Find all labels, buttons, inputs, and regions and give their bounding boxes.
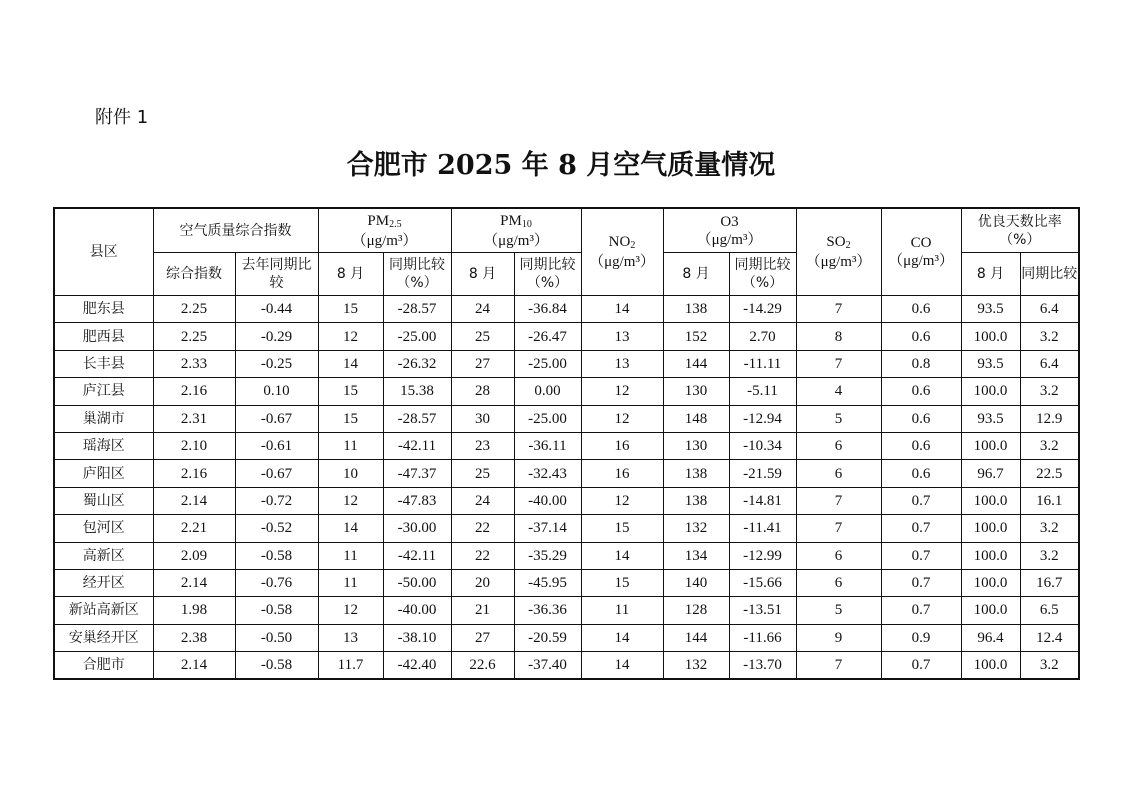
cell-good-yoy: 6.4 (1020, 296, 1079, 323)
cell-pm10: 27 (451, 350, 514, 377)
table-row (54, 624, 1079, 651)
cell-good-yoy: 12.9 (1020, 405, 1079, 432)
so2-sub: 2 (845, 240, 851, 251)
cell-good-yoy: 12.4 (1020, 624, 1079, 651)
cell-pm25-yoy: -25.00 (383, 323, 451, 350)
cell-no2: 14 (581, 296, 663, 323)
cell-aqi: 2.14 (153, 487, 235, 514)
table-row (54, 460, 1079, 487)
cell-co: 0.7 (881, 597, 961, 624)
cell-no2: 16 (581, 432, 663, 459)
co-label: CO (910, 235, 932, 251)
cell-pm25: 13 (318, 624, 383, 651)
cell-good: 100.0 (961, 652, 1020, 680)
cell-o3-yoy: -11.41 (729, 515, 796, 542)
cell-pm10-yoy: 0.00 (514, 378, 581, 405)
table-row (54, 652, 1079, 680)
cell-o3: 152 (663, 323, 729, 350)
table-row (54, 542, 1079, 569)
header-aqi-value: 综合指数 (153, 253, 235, 296)
cell-co: 0.6 (881, 432, 961, 459)
cell-pm25: 15 (318, 378, 383, 405)
cell-aqi-yoy: -0.58 (235, 652, 318, 680)
cell-so2: 7 (796, 296, 881, 323)
cell-pm10-yoy: -25.00 (514, 350, 581, 377)
cell-name: 新站高新区 (54, 597, 153, 624)
cell-pm10-yoy: -45.95 (514, 569, 581, 596)
cell-co: 0.7 (881, 542, 961, 569)
page-title: 合肥市 2025 年 8 月空气质量情况 (346, 150, 776, 181)
cell-no2: 14 (581, 624, 663, 651)
cell-so2: 6 (796, 460, 881, 487)
cell-co: 0.6 (881, 323, 961, 350)
cell-co: 0.6 (881, 378, 961, 405)
table-row (54, 350, 1079, 377)
cell-pm25: 11 (318, 432, 383, 459)
cell-pm25-yoy: -26.32 (383, 350, 451, 377)
cell-o3: 138 (663, 460, 729, 487)
header-o3-month: 8 月 (663, 253, 729, 296)
cell-aqi: 2.25 (153, 323, 235, 350)
cell-aqi: 2.31 (153, 405, 235, 432)
cell-name: 肥西县 (54, 323, 153, 350)
cell-aqi: 2.14 (153, 652, 235, 680)
cell-pm10-yoy: -20.59 (514, 624, 581, 651)
pm10-label: PM (500, 212, 522, 229)
pm25-label: PM (367, 212, 390, 229)
cell-aqi: 2.25 (153, 296, 235, 323)
cell-good: 100.0 (961, 569, 1020, 596)
cell-good: 100.0 (961, 378, 1020, 405)
cell-aqi-yoy: -0.67 (235, 460, 318, 487)
cell-name: 安巢经开区 (54, 624, 153, 651)
cell-no2: 16 (581, 460, 663, 487)
cell-co: 0.6 (881, 405, 961, 432)
cell-so2: 8 (796, 323, 881, 350)
cell-name: 肥东县 (54, 296, 153, 323)
cell-pm25: 14 (318, 515, 383, 542)
cell-co: 0.7 (881, 569, 961, 596)
header-aqi-yoy: 去年同期比较 (235, 253, 318, 296)
cell-good: 100.0 (961, 432, 1020, 459)
cell-good: 93.5 (961, 405, 1020, 432)
cell-pm25: 11 (318, 569, 383, 596)
cell-pm10: 24 (451, 487, 514, 514)
header-o3-yoy: 同期比较（%） (729, 253, 796, 296)
cell-o3-yoy: -14.81 (729, 487, 796, 514)
cell-o3: 130 (663, 432, 729, 459)
cell-aqi-yoy: -0.61 (235, 432, 318, 459)
cell-pm10: 30 (451, 405, 514, 432)
cell-aqi: 2.38 (153, 624, 235, 651)
cell-o3-yoy: -13.70 (729, 652, 796, 680)
cell-so2: 7 (796, 652, 881, 680)
cell-pm25: 12 (318, 323, 383, 350)
cell-pm10: 22 (451, 515, 514, 542)
cell-co: 0.6 (881, 296, 961, 323)
cell-good-yoy: 3.2 (1020, 515, 1079, 542)
cell-o3-yoy: -5.11 (729, 378, 796, 405)
header-pm25 (318, 208, 451, 253)
cell-pm10-yoy: -36.84 (514, 296, 581, 323)
cell-o3: 140 (663, 569, 729, 596)
cell-pm10: 23 (451, 432, 514, 459)
cell-good-yoy: 3.2 (1020, 323, 1079, 350)
cell-good-yoy: 16.7 (1020, 569, 1079, 596)
cell-o3-yoy: -12.99 (729, 542, 796, 569)
cell-o3-yoy: -21.59 (729, 460, 796, 487)
table-row (54, 569, 1079, 596)
so2-label: SO (826, 234, 846, 250)
cell-aqi: 2.16 (153, 460, 235, 487)
so2-unit: （μg/m³） (805, 254, 872, 270)
table-row (54, 487, 1079, 514)
table-row (54, 323, 1079, 350)
pm10-sub: 10 (521, 218, 532, 230)
cell-so2: 5 (796, 405, 881, 432)
cell-good: 93.5 (961, 296, 1020, 323)
cell-good: 100.0 (961, 515, 1020, 542)
cell-pm10: 22.6 (451, 652, 514, 680)
cell-so2: 6 (796, 432, 881, 459)
table-row (54, 432, 1079, 459)
cell-aqi-yoy: -0.58 (235, 597, 318, 624)
attachment-label: 附件 1 (95, 107, 149, 128)
cell-name: 巢湖市 (54, 405, 153, 432)
cell-pm10-yoy: -36.36 (514, 597, 581, 624)
cell-aqi-yoy: -0.67 (235, 405, 318, 432)
cell-pm10-yoy: -37.14 (514, 515, 581, 542)
cell-no2: 15 (581, 569, 663, 596)
no2-sub: 2 (630, 240, 636, 251)
cell-no2: 11 (581, 597, 663, 624)
header-no2 (581, 208, 663, 296)
header-pm10-yoy: 同期比较（%） (514, 253, 581, 296)
cell-aqi-yoy: -0.25 (235, 350, 318, 377)
cell-o3: 128 (663, 597, 729, 624)
cell-good-yoy: 16.1 (1020, 487, 1079, 514)
cell-pm10: 22 (451, 542, 514, 569)
table-row (54, 515, 1079, 542)
cell-name: 蜀山区 (54, 487, 153, 514)
cell-good-yoy: 22.5 (1020, 460, 1079, 487)
header-aqi-group: 空气质量综合指数 (153, 208, 318, 253)
cell-so2: 7 (796, 487, 881, 514)
no2-unit: （μg/m³） (589, 254, 655, 270)
cell-o3: 132 (663, 652, 729, 680)
cell-no2: 12 (581, 405, 663, 432)
pm25-unit: （μg/m³） (351, 232, 418, 249)
header-district: 县区 (54, 208, 153, 296)
cell-pm25-yoy: -47.37 (383, 460, 451, 487)
cell-good-yoy: 3.2 (1020, 542, 1079, 569)
cell-good-yoy: 3.2 (1020, 378, 1079, 405)
cell-good-yoy: 6.4 (1020, 350, 1079, 377)
header-pm25-month: 8 月 (318, 253, 383, 296)
cell-pm10-yoy: -36.11 (514, 432, 581, 459)
cell-pm25: 14 (318, 350, 383, 377)
cell-pm25-yoy: -42.40 (383, 652, 451, 680)
cell-co: 0.7 (881, 652, 961, 680)
cell-aqi: 1.98 (153, 597, 235, 624)
cell-good: 96.4 (961, 624, 1020, 651)
cell-pm10: 21 (451, 597, 514, 624)
cell-o3-yoy: -15.66 (729, 569, 796, 596)
cell-pm25-yoy: -38.10 (383, 624, 451, 651)
cell-aqi-yoy: -0.44 (235, 296, 318, 323)
cell-pm25-yoy: -30.00 (383, 515, 451, 542)
cell-co: 0.8 (881, 350, 961, 377)
cell-aqi: 2.10 (153, 432, 235, 459)
header-good-days: 优良天数比率（%） (961, 208, 1079, 253)
cell-pm10-yoy: -26.47 (514, 323, 581, 350)
cell-pm10: 27 (451, 624, 514, 651)
cell-name: 庐江县 (54, 378, 153, 405)
cell-aqi-yoy: -0.76 (235, 569, 318, 596)
header-good-yoy: 同期比较 (1020, 253, 1079, 296)
cell-no2: 12 (581, 487, 663, 514)
o3-label: O3 (720, 213, 739, 230)
header-so2 (796, 208, 881, 296)
o3-unit: （μg/m³） (696, 231, 763, 248)
cell-no2: 14 (581, 652, 663, 680)
cell-aqi-yoy: 0.10 (235, 378, 318, 405)
cell-aqi-yoy: -0.58 (235, 542, 318, 569)
table-row (54, 405, 1079, 432)
cell-aqi: 2.14 (153, 569, 235, 596)
cell-aqi-yoy: -0.52 (235, 515, 318, 542)
cell-pm25-yoy: 15.38 (383, 378, 451, 405)
cell-so2: 6 (796, 542, 881, 569)
cell-pm25-yoy: -40.00 (383, 597, 451, 624)
cell-good-yoy: 3.2 (1020, 652, 1079, 680)
cell-no2: 12 (581, 378, 663, 405)
cell-o3: 138 (663, 296, 729, 323)
cell-pm25: 12 (318, 597, 383, 624)
cell-o3-yoy: -13.51 (729, 597, 796, 624)
cell-o3: 134 (663, 542, 729, 569)
cell-so2: 9 (796, 624, 881, 651)
cell-o3: 138 (663, 487, 729, 514)
cell-so2: 7 (796, 350, 881, 377)
cell-pm25-yoy: -47.83 (383, 487, 451, 514)
cell-name: 长丰县 (54, 350, 153, 377)
cell-o3-yoy: -12.94 (729, 405, 796, 432)
cell-pm25-yoy: -28.57 (383, 296, 451, 323)
cell-o3-yoy: -11.66 (729, 624, 796, 651)
header-co (881, 208, 961, 296)
cell-pm10: 24 (451, 296, 514, 323)
cell-pm25-yoy: -42.11 (383, 542, 451, 569)
cell-no2: 13 (581, 350, 663, 377)
cell-pm10-yoy: -40.00 (514, 487, 581, 514)
table-row (54, 378, 1079, 405)
cell-so2: 6 (796, 569, 881, 596)
cell-aqi-yoy: -0.50 (235, 624, 318, 651)
cell-good: 93.5 (961, 350, 1020, 377)
cell-good: 100.0 (961, 542, 1020, 569)
cell-o3: 144 (663, 624, 729, 651)
cell-co: 0.7 (881, 515, 961, 542)
cell-so2: 7 (796, 515, 881, 542)
cell-o3-yoy: 2.70 (729, 323, 796, 350)
cell-name: 庐阳区 (54, 460, 153, 487)
header-good-month: 8 月 (961, 253, 1020, 296)
cell-pm25-yoy: -50.00 (383, 569, 451, 596)
cell-aqi: 2.09 (153, 542, 235, 569)
no2-label: NO (608, 234, 631, 250)
cell-co: 0.7 (881, 487, 961, 514)
cell-good-yoy: 3.2 (1020, 432, 1079, 459)
table-body (54, 296, 1079, 680)
header-pm10 (451, 208, 581, 253)
cell-pm25: 11 (318, 542, 383, 569)
cell-pm25-yoy: -28.57 (383, 405, 451, 432)
cell-pm25: 11.7 (318, 652, 383, 680)
cell-o3-yoy: -11.11 (729, 350, 796, 377)
table-row (54, 597, 1079, 624)
cell-co: 0.6 (881, 460, 961, 487)
cell-o3: 144 (663, 350, 729, 377)
cell-name: 经开区 (54, 569, 153, 596)
cell-o3: 148 (663, 405, 729, 432)
cell-pm25: 15 (318, 405, 383, 432)
cell-pm25-yoy: -42.11 (383, 432, 451, 459)
cell-aqi: 2.21 (153, 515, 235, 542)
cell-name: 合肥市 (54, 652, 153, 680)
cell-aqi-yoy: -0.29 (235, 323, 318, 350)
header-pm10-month: 8 月 (451, 253, 514, 296)
cell-good: 100.0 (961, 487, 1020, 514)
pm25-sub: 2.5 (389, 218, 402, 230)
cell-good: 96.7 (961, 460, 1020, 487)
cell-pm10: 25 (451, 460, 514, 487)
cell-o3-yoy: -10.34 (729, 432, 796, 459)
cell-pm10-yoy: -35.29 (514, 542, 581, 569)
cell-o3: 130 (663, 378, 729, 405)
cell-name: 包河区 (54, 515, 153, 542)
cell-pm10: 28 (451, 378, 514, 405)
cell-pm10-yoy: -32.43 (514, 460, 581, 487)
cell-pm25: 15 (318, 296, 383, 323)
cell-good-yoy: 6.5 (1020, 597, 1079, 624)
cell-pm10-yoy: -37.40 (514, 652, 581, 680)
table-row (54, 296, 1079, 323)
cell-co: 0.9 (881, 624, 961, 651)
pm10-unit: （μg/m³） (483, 232, 549, 249)
air-quality-table (53, 207, 1080, 680)
header-pm25-yoy: 同期比较（%） (383, 253, 451, 296)
cell-no2: 14 (581, 542, 663, 569)
cell-good: 100.0 (961, 597, 1020, 624)
cell-name: 高新区 (54, 542, 153, 569)
cell-aqi-yoy: -0.72 (235, 487, 318, 514)
cell-so2: 5 (796, 597, 881, 624)
cell-o3-yoy: -14.29 (729, 296, 796, 323)
cell-o3: 132 (663, 515, 729, 542)
cell-pm10: 25 (451, 323, 514, 350)
cell-no2: 15 (581, 515, 663, 542)
cell-name: 瑶海区 (54, 432, 153, 459)
cell-pm25: 10 (318, 460, 383, 487)
cell-good: 100.0 (961, 323, 1020, 350)
header-o3 (663, 208, 796, 253)
cell-no2: 13 (581, 323, 663, 350)
cell-aqi: 2.16 (153, 378, 235, 405)
cell-pm10-yoy: -25.00 (514, 405, 581, 432)
cell-pm10: 20 (451, 569, 514, 596)
cell-so2: 4 (796, 378, 881, 405)
cell-aqi: 2.33 (153, 350, 235, 377)
co-unit: （μg/m³） (888, 253, 954, 269)
cell-pm25: 12 (318, 487, 383, 514)
